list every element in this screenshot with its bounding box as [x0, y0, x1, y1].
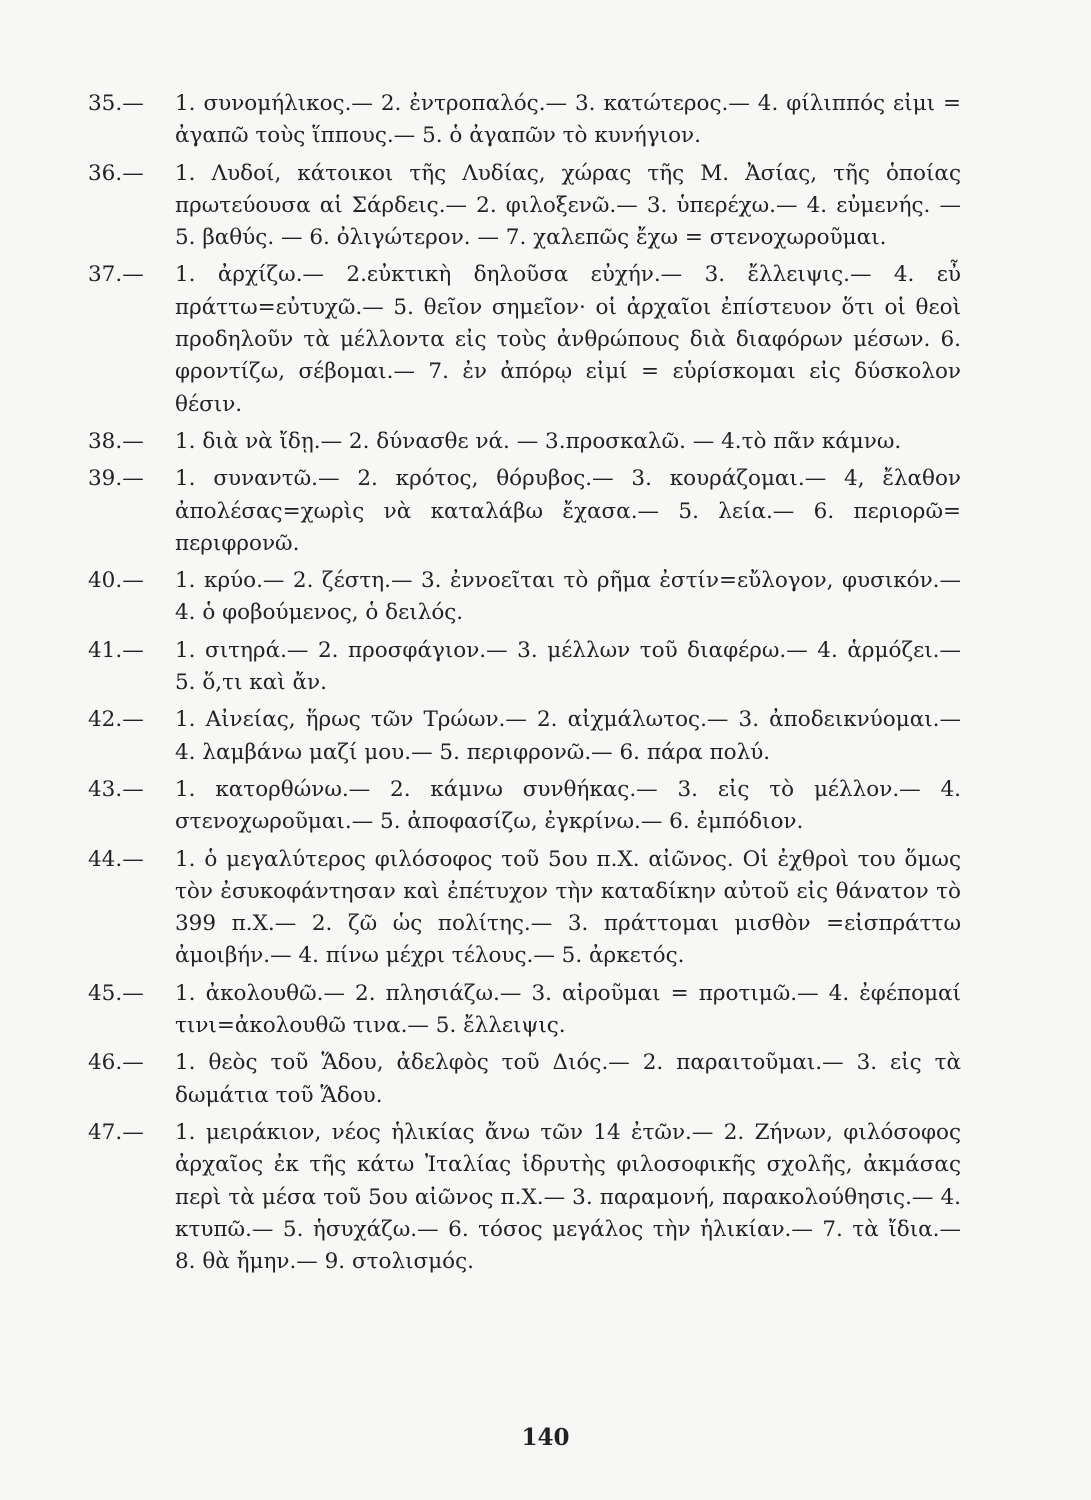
entry-text: 1. κρύο.— 2. ζέστη.— 3. ἐννοεῖται τὸ ρῆμα ἐστίν=εὔλογον, φυσικόν.— 4. ὁ φοβούμενος, ὁ δειλός. [175, 568, 961, 626]
entry-number: 47.— [88, 1119, 144, 1145]
entry-text: 1. συνομήλικος.— 2. ἐντροπαλός.— 3. κατώτερος.— 4. φίλιππός εἰμι = ἀγαπῶ τοὺς ἵππους.— 5. ὁ ἀγαπῶν τὸ κυνήγιον. [175, 91, 961, 149]
entry-text: 1. διὰ νὰ ἴδῃ.— 2. δύνασθε νά. — 3.προσκαλῶ. — 4.τὸ πᾶν κάμνω. [175, 428, 902, 454]
entry-35 [88, 88, 961, 153]
entry-36 [88, 158, 961, 255]
entry-number: 39.— [88, 466, 144, 492]
entry-text: 1. μειράκιον, νέος ἡλικίας ἄνω τῶν 14 ἐτῶν.— 2. Ζήνων, φιλόσοφος ἀρχαῖος ἐκ τῆς κάτω Ἰταλίας ἱδρυτὴς φιλοσοφικῆς σχολῆς, ἀκμάσας περὶ τὰ μέσα τοῦ 5ου αἰῶνος π.Χ.— 3. παραμονή, παρακολούθησις.— 4. κτυπῶ.— 5. ἡσυχάζω.— 6. τόσος μεγάλος τὴν ἡλικίαν.— 7. τὰ ἴδια.— 8. θὰ ἤμην.— 9. στολισμός. [175, 1119, 961, 1275]
entry-37 [88, 259, 961, 420]
entry-44 [88, 844, 961, 973]
entry-39 [88, 463, 961, 560]
entry-number: 37.— [88, 262, 144, 288]
entry-41 [88, 635, 961, 700]
entry-text: 1. ἀρχίζω.— 2.εὐκτικὴ δηλοῦσα εὐχήν.— 3. ἔλλειψις.— 4. εὖ πράττω=εὐτυχῶ.— 5. θεῖον σημεῖον· οἱ ἀρχαῖοι ἐπίστευον ὅτι οἱ θεοὶ προδηλοῦν τὰ μέλλοντα εἰς τοὺς ἀνθρώπους διὰ διαφόρων μέσων. 6. φροντίζω, σέβομαι.— 7. ἐν ἀπόρῳ εἰμί = εὑρίσκομαι εἰς δύσκολον θέσιν. [175, 262, 961, 417]
entry-number: 41.— [88, 637, 144, 663]
entry-47 [88, 1117, 961, 1278]
entry-45 [88, 978, 961, 1043]
entry-43 [88, 774, 961, 839]
entry-text: 1. ὁ μεγαλύτερος φιλόσοφος τοῦ 5ου π.Χ. αἰῶνος. Οἱ ἐχθροὶ του ὅμως τὸν ἐσυκοφάντησαν καὶ ἐπέτυχον τὴν καταδίκην αὐτοῦ εἰς θάνατον τὸ 399 π.Χ.— 2. ζῶ ὡς πολίτης.— 3. πράττομαι μισθὸν =εἰσπράττω ἀμοιβήν.— 4. πίνω μέχρι τέλους.— 5. ἀρκετός. [175, 846, 961, 969]
entry-number: 45.— [88, 980, 144, 1006]
entry-number: 40.— [88, 568, 144, 594]
entry-number: 38.— [88, 428, 144, 454]
entry-number: 35.— [88, 91, 144, 116]
entry-number: 42.— [88, 707, 144, 733]
entry-text: 1. συναντῶ.— 2. κρότος, θόρυβος.— 3. κουράζομαι.— 4, ἔλαθον ἀπολέσας=χωρὶς νὰ καταλάβω ἔχασα.— 5. λεία.— 6. περιορῶ= περιφρονῶ. [175, 466, 961, 556]
entry-text: 1. σιτηρά.— 2. προσφάγιον.— 3. μέλλων τοῦ διαφέρω.— 4. ἁρμόζει.— 5. ὅ,τι καὶ ἄν. [175, 637, 961, 696]
entry-number: 44.— [88, 846, 144, 872]
entry-46 [88, 1047, 961, 1112]
entry-text: 1. Λυδοί, κάτοικοι τῆς Λυδίας, χώρας τῆς Μ. Ἀσίας, τῆς ὁποίας πρωτεύουσα αἱ Σάρδεις.— 2. φιλοξενῶ.— 3. ὑπερέχω.— 4. εὐμενής. — 5. βαθύς. — 6. ὀλιγώτερον. — 7. χαλεπῶς ἔχω = στενοχωροῦμαι. [175, 160, 961, 251]
entry-text: 1. θεὸς τοῦ Ἅδου, ἀδελφὸς τοῦ Διός.— 2. παραιτοῦμαι.— 3. εἰς τὰ δωμάτια τοῦ Ἅδου. [175, 1050, 961, 1108]
entry-number: 46.— [88, 1050, 144, 1076]
entry-text: 1. Αἰνείας, ἥρως τῶν Τρώων.— 2. αἰχμάλωτος.— 3. ἀποδεικνύομαι.— 4. λαμβάνω μαζί μου.— 5. περιφρονῶ.— 6. πάρα πολύ. [175, 707, 961, 765]
entry-42 [88, 704, 961, 769]
entry-38 [88, 426, 961, 458]
entry-number: 36.— [88, 160, 144, 186]
entry-text: 1. κατορθώνω.— 2. κάμνω συνθήκας.— 3. εἰς τὸ μέλλον.— 4. στενοχωροῦμαι.— 5. ἀποφασίζω, ἐγκρίνω.— 6. ἐμπόδιον. [175, 776, 961, 835]
entry-text: 1. ἀκολουθῶ.— 2. πλησιάζω.— 3. αἱροῦμαι = προτιμῶ.— 4. ἐφέπομαί τινι=ἀκολουθῶ τινα.— 5. ἔλλειψις. [175, 980, 961, 1039]
page-number: 140 [521, 1424, 570, 1451]
entry-40 [88, 565, 961, 630]
entry-number: 43.— [88, 776, 144, 802]
